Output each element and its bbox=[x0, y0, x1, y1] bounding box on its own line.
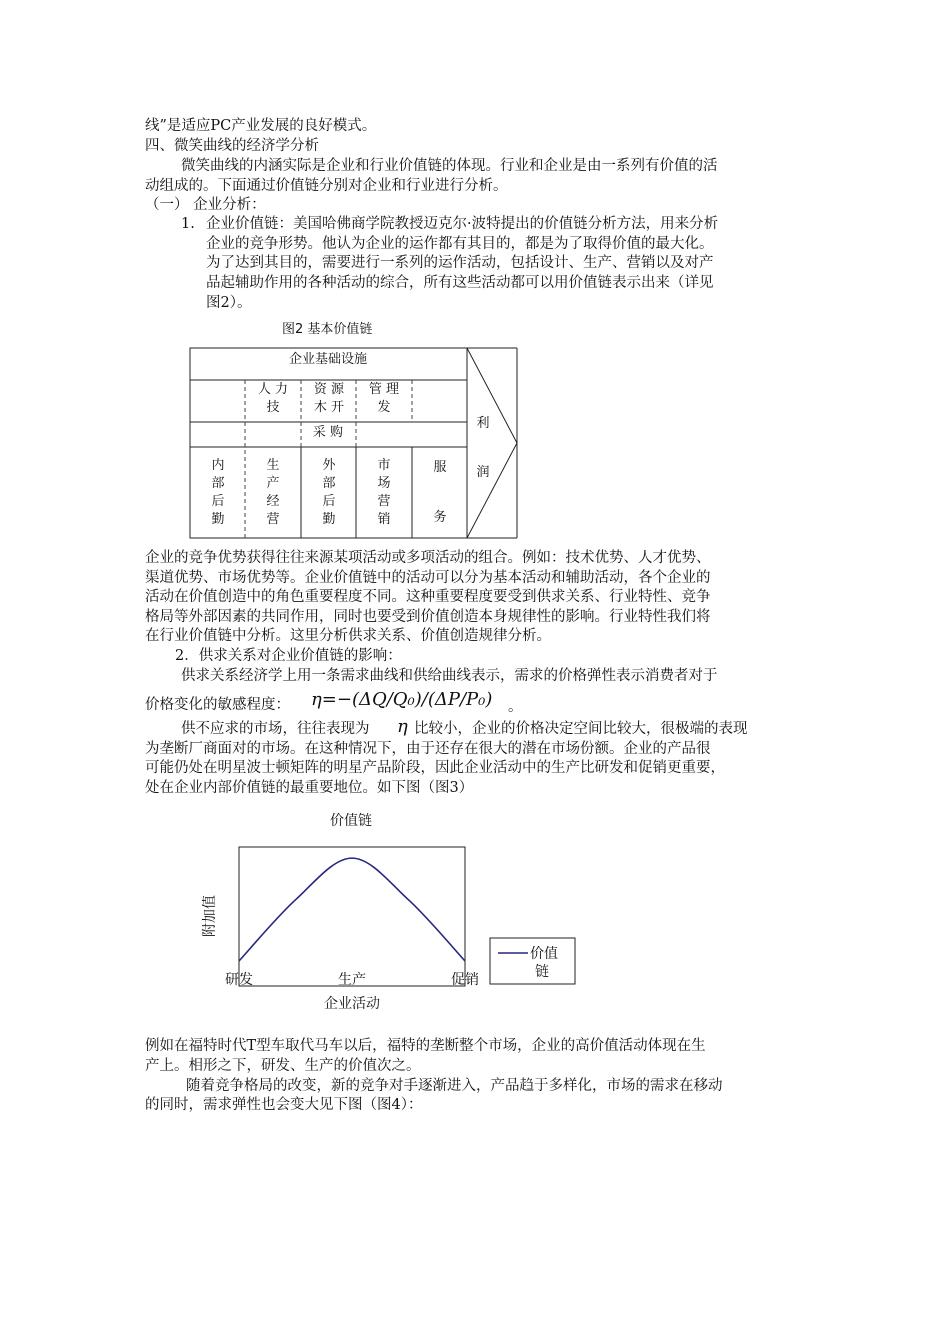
x-tick-label: 研发 bbox=[225, 972, 253, 988]
text-line: 随着竞争格局的改变，新的竞争对手逐渐进入，产品趋于多样化，市场的需求在移动 bbox=[186, 1078, 723, 1094]
purchase-label: 采 购 bbox=[312, 425, 344, 440]
inbound-4: 勤 bbox=[211, 512, 225, 527]
text-line: 企业的竞争优势获得往往来源某项活动或多项活动的组合。例如：技术优势、人才优势、 bbox=[145, 550, 711, 566]
series-line-value-chain bbox=[239, 858, 465, 961]
section-heading: 四、微笑曲线的经济学分析 bbox=[145, 138, 319, 154]
elasticity-formula: η=−(ΔQ/Q₀)/(ΔP/P₀) bbox=[311, 689, 493, 710]
hr-label-1: 人 力 bbox=[257, 382, 289, 397]
text-line: 格局等外部因素的共同作用，同时也要受到价值创造本身规律性的影响。行业特性我们将 bbox=[145, 609, 711, 625]
plot-area bbox=[239, 847, 465, 986]
figure2-caption: 图2 基本价值链 bbox=[282, 322, 373, 337]
outbound-1: 外 bbox=[322, 458, 336, 473]
rd-label-1: 资 源 bbox=[313, 382, 345, 397]
x-tick-label: 生产 bbox=[338, 972, 366, 988]
marketing-1: 市 bbox=[377, 458, 391, 473]
text-line: 渠道优势、市场优势等。企业价值链中的活动可以分为基本活动和辅助活动，各个企业的 bbox=[145, 570, 711, 586]
text-line: 可能仍处在明星波士顿矩阵的明星产品阶段，因此企业活动中的生产比研发和促销更重要， bbox=[145, 760, 725, 776]
outbound-2: 部 bbox=[322, 476, 336, 491]
chart-title: 价值链 bbox=[330, 813, 372, 829]
service-2: 务 bbox=[433, 510, 447, 525]
text-line: 价格变化的敏感程度： bbox=[145, 697, 290, 713]
text-line: 活动在价值创造中的角色重要程度不同。这种重要程度要受到供求关系、行业特性、竞争 bbox=[145, 589, 711, 605]
text-line: 产上。相形之下，研发、生产的价值次之。 bbox=[145, 1058, 421, 1074]
inbound-1: 内 bbox=[211, 458, 225, 473]
infra-label: 企业基础设施 bbox=[288, 352, 368, 367]
inbound-3: 后 bbox=[211, 494, 225, 509]
marketing-2: 场 bbox=[377, 476, 391, 491]
outbound-3: 后 bbox=[322, 494, 336, 509]
mgmt-label-2: 发 bbox=[377, 400, 391, 415]
text-line: 企业的竞争形势。他认为企业的运作都有其目的，都是为了取得价值的最大化。 bbox=[206, 236, 714, 252]
text-line: 供不应求的市场，往往表现为 bbox=[181, 721, 370, 737]
text-line: 比较小，企业的价格决定空间比较大，很极端的表现 bbox=[414, 721, 748, 737]
text-line: 企业价值链：美国哈佛商学院教授迈克尔·波特提出的价值链分析方法，用来分析 bbox=[206, 216, 719, 232]
hr-label-2: 技 bbox=[266, 400, 280, 415]
eta-symbol: η bbox=[397, 716, 408, 737]
text-line: 微笑曲线的内涵实际是企业和行业价值链的体现。行业和企业是由一系列有价值的活 bbox=[181, 158, 718, 174]
outbound-4: 勤 bbox=[322, 512, 336, 527]
numbered-heading: 2．供求关系对企业价值链的影响： bbox=[175, 648, 402, 664]
mgmt-label-1: 管 理 bbox=[368, 382, 400, 397]
rd-label-2: 木 开 bbox=[313, 400, 345, 415]
text-line: 供求关系经济学上用一条需求曲线和供给曲线表示，需求的价格弹性表示消费者对于 bbox=[181, 668, 718, 684]
marketing-4: 销 bbox=[377, 512, 391, 527]
text-line: 动组成的。下面通过价值链分别对企业和行业进行分析。 bbox=[145, 178, 508, 194]
text-line: 线”是适应PC产业发展的良好模式。 bbox=[145, 118, 377, 134]
list-number: 1. bbox=[181, 216, 195, 232]
text-line: 在行业价值链中分析。这里分析供求关系、价值创造规律分析。 bbox=[145, 628, 551, 644]
legend-label: 价值 bbox=[530, 946, 558, 962]
operations-2: 产 bbox=[266, 476, 280, 491]
y-axis-label: 附加值 bbox=[202, 895, 218, 937]
marketing-3: 营 bbox=[377, 494, 391, 509]
x-axis-label: 企业活动 bbox=[324, 996, 380, 1012]
subsection-heading: （一） 企业分析： bbox=[145, 197, 266, 213]
legend-label: 链 bbox=[535, 964, 549, 980]
text-line: 例如在福特时代T型车取代马车以后，福特的垄断整个市场，企业的高价值活动体现在生 bbox=[145, 1038, 706, 1054]
text-line: 处在企业内部价值链的最重要地位。如下图（图3） bbox=[145, 780, 474, 796]
operations-1: 生 bbox=[266, 458, 280, 473]
inbound-2: 部 bbox=[211, 476, 225, 491]
x-tick-label: 促销 bbox=[451, 972, 479, 988]
profit-label-2: 润 bbox=[476, 465, 490, 480]
text-line: 图2）。 bbox=[206, 295, 252, 311]
profit-label-1: 利 bbox=[476, 416, 490, 431]
service-1: 服 bbox=[433, 460, 447, 475]
text-line: 为了达到其目的，需要进行一系列的运作活动，包括设计、生产、营销以及对产 bbox=[206, 255, 714, 271]
formula-period: 。 bbox=[508, 699, 523, 715]
text-line: 的同时，需求弹性也会变大见下图（图4）： bbox=[145, 1097, 423, 1113]
text-line: 品起辅助作用的各种活动的综合，所有这些活动都可以用价值链表示出来（详见 bbox=[206, 275, 714, 291]
value-chain-chart bbox=[180, 800, 600, 1020]
operations-4: 营 bbox=[266, 512, 280, 527]
text-line: 为垄断厂商面对的市场。在这种情况下，由于还存在很大的潜在市场份额。企业的产品很 bbox=[145, 741, 711, 757]
operations-3: 经 bbox=[266, 494, 280, 509]
